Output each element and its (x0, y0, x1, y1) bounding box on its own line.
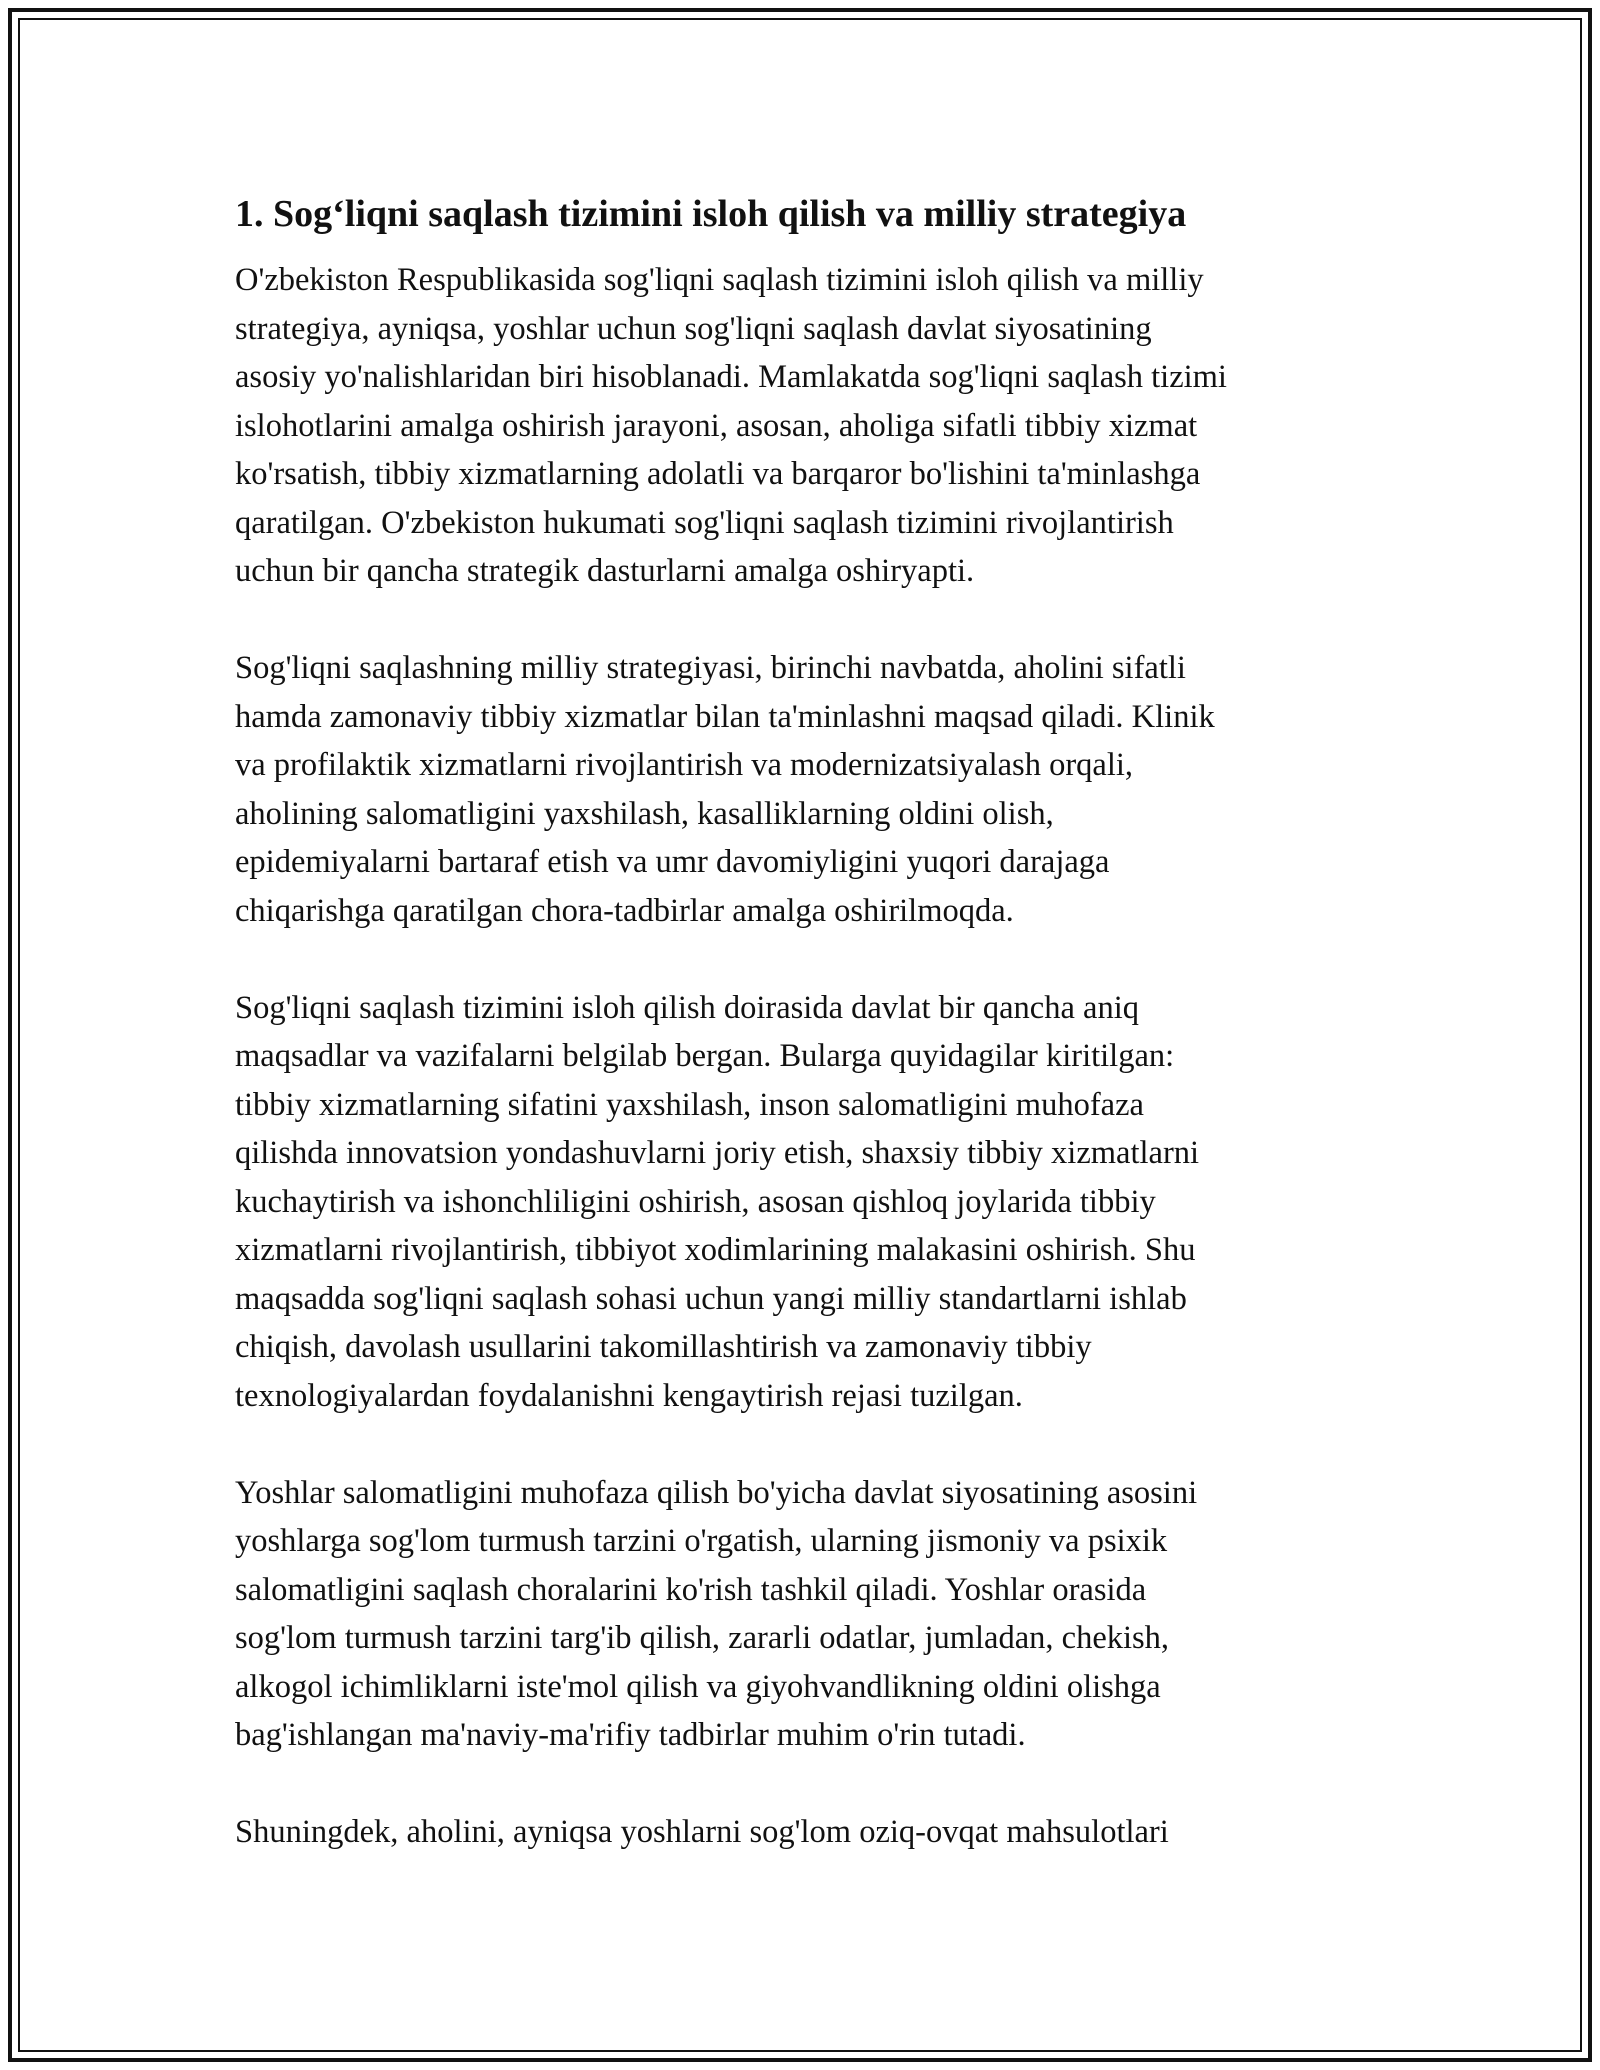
text-line: Sog'liqni saqlashning milliy strategiyasi, birinchi navbatda, aholini sifatli (235, 650, 1186, 686)
text-line: maqsadlar va vazifalarni belgilab bergan. Bularga quyidagilar kiritilgan: (235, 1038, 1175, 1074)
text-line: aholining salomatligini yaxshilash, kasalliklarning oldini olish, (235, 795, 1054, 832)
text-line: qaratilgan. O'zbekiston hukumati sog'liqni saqlash tizimini rivojlantirish (235, 504, 1174, 541)
text-line: chiqarishga qaratilgan chora-tadbirlar amalga oshirilmoqda. (235, 892, 1014, 929)
text-line: yoshlarga sog'lom turmush tarzini o'rgatish, ularning jismoniy va psixik (235, 1523, 1168, 1559)
text-line: chiqish, davolash usullarini takomillashtirish va zamonaviy tibbiy (235, 1329, 1092, 1365)
text-line: va profilaktik xizmatlarni rivojlantirish va modernizatsiyalash orqali, (235, 747, 1134, 783)
section-heading: 1. Sog‘liqni saqlash tizimini isloh qilish va milliy strategiya (235, 193, 1187, 235)
text-line: uchun bir qancha strategik dasturlarni amalga oshiryapti. (235, 553, 975, 589)
text-line: hamda zamonaviy tibbiy xizmatlar bilan ta'minlashni maqsad qiladi. Klinik (235, 698, 1215, 735)
paragraph-1 (235, 256, 1365, 596)
paragraph-3 (235, 984, 1365, 1421)
document-body (235, 186, 1365, 1905)
text-line: kuchaytirish va ishonchliligini oshirish, asosan qishloq joylarida tibbiy (235, 1183, 1156, 1220)
text-line: ko'rsatish, tibbiy xizmatlarning adolatli va barqaror bo'lishini ta'minlashga (235, 456, 1201, 492)
text-line: asosiy yo'nalishlaridan biri hisoblanadi. Mamlakatda sog'liqni saqlash tizimi (235, 359, 1227, 395)
text-line: epidemiyalarni bartaraf etish va umr davomiyligini yuqori darajaga (235, 844, 1110, 880)
text-line: texnologiyalardan foydalanishni kengaytirish rejasi tuzilgan. (235, 1377, 1023, 1414)
paragraph-4 (235, 1469, 1365, 1760)
text-line: strategiya, ayniqsa, yoshlar uchun sog'liqni saqlash davlat siyosatining (235, 310, 1152, 347)
text-line: xizmatlarni rivojlantirish, tibbiyot xodimlarining malakasini oshirish. Shu (235, 1232, 1196, 1268)
text-line: tibbiy xizmatlarning sifatini yaxshilash, inson salomatligini muhofaza (235, 1086, 1144, 1123)
text-line: salomatligini saqlash choralarini ko'rish tashkil qiladi. Yoshlar orasida (235, 1571, 1147, 1608)
text-line: Shuningdek, aholini, ayniqsa yoshlarni sog'lom oziq-ovqat mahsulotlari (235, 1814, 1169, 1850)
paragraph-5 (235, 1808, 1365, 1857)
text-line: Sog'liqni saqlash tizimini isloh qilish doirasida davlat bir qancha aniq (235, 989, 1139, 1026)
text-line: bag'ishlangan ma'naviy-ma'rifiy tadbirlar muhim o'rin tutadi. (235, 1717, 1026, 1753)
text-line: alkogol ichimliklarni iste'mol qilish va giyohvandlikning oldini olishga (235, 1668, 1161, 1705)
paragraph-2 (235, 644, 1365, 935)
text-line: maqsadda sog'liqni saqlash sohasi uchun yangi milliy standartlarni ishlab (235, 1280, 1187, 1317)
text-line: sog'lom turmush tarzini targ'ib qilish, zararli odatlar, jumladan, chekish, (235, 1620, 1170, 1656)
text-line: O'zbekiston Respublikasida sog'liqni saqlash tizimini isloh qilish va milliy (235, 262, 1204, 298)
text-line: Yoshlar salomatligini muhofaza qilish bo'yicha davlat siyosatining asosini (235, 1474, 1198, 1511)
text-line: islohotlarini amalga oshirish jarayoni, asosan, aholiga sifatli tibbiy xizmat (235, 407, 1198, 444)
text-line: qilishda innovatsion yondashuvlarni joriy etish, shaxsiy tibbiy xizmatlarni (235, 1135, 1200, 1171)
